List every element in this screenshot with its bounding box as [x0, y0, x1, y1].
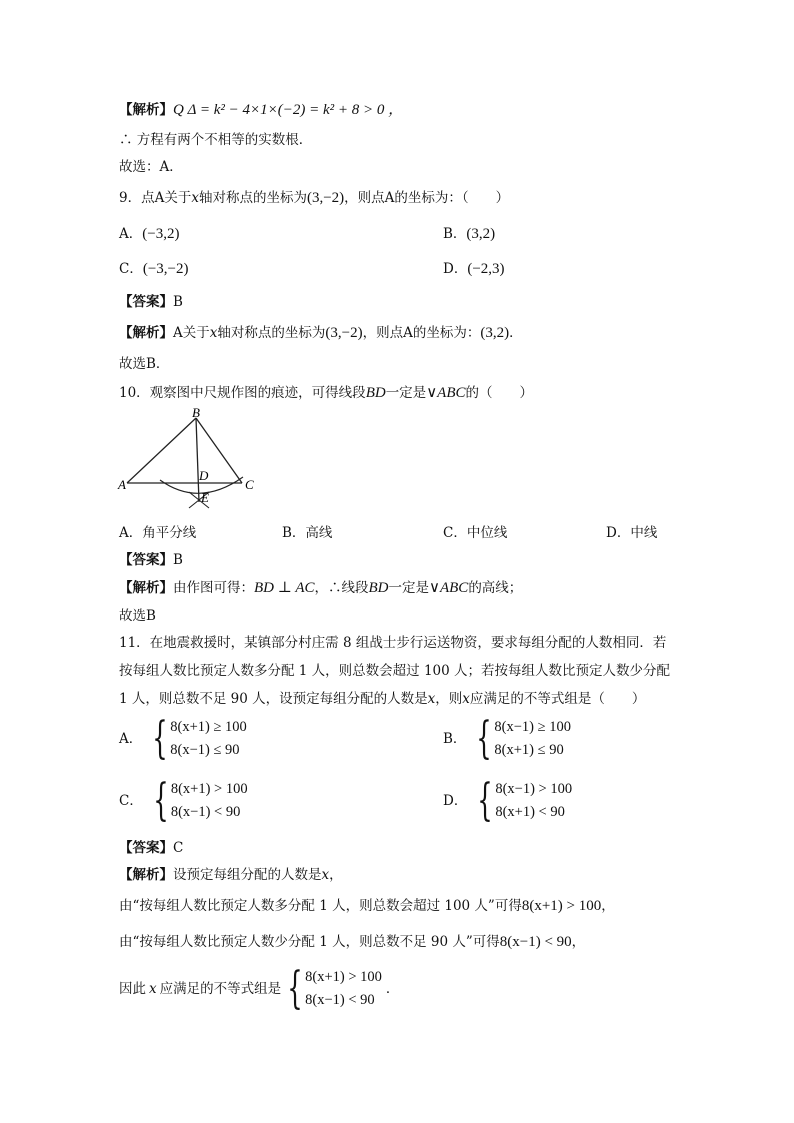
q8-conclusion: ∴ 方程有两个不相等的实数根．: [119, 132, 313, 148]
q11-option-b: B． { 8(x−1) ≥ 100 8(x+1) ≤ 90: [443, 713, 571, 764]
analysis-tag: 【解析】: [119, 102, 173, 118]
label-c: C: [245, 477, 254, 492]
q9-stem: [119, 188, 509, 208]
q9-answer: 【答案】B: [119, 294, 183, 310]
label-a: A: [118, 477, 126, 492]
q10-stem: 10．观察图中尺规作图的痕迹，可得线段BD一定是∨ABC的（ ）: [119, 385, 533, 401]
q10-choice: 故选B: [119, 608, 156, 624]
q11-option-d: D． { 8(x−1) > 100 8(x+1) < 90: [443, 775, 573, 826]
q11-stem-line2: 按每组人数比预定人数多分配 1 人，则总数会超过 100 人；若按每组人数比预定人数少分配: [119, 663, 671, 679]
q9-option-a: A．(−3,2): [119, 226, 180, 242]
q9-analysis: 【解析】A关于x轴对称点的坐标为(3,−2)，则点A的坐标为：(3,2)．: [119, 325, 523, 341]
q9-option-b: B．(3,2): [443, 226, 496, 242]
q9-option-d: D．(−2,3): [443, 261, 505, 277]
q10-option-a: A．角平分线: [119, 525, 197, 541]
q10-answer: 【答案】B: [119, 552, 183, 568]
q9-stem-mid: 轴对称点的坐标为: [198, 190, 307, 206]
q9-option-c: C．(−3,−2): [119, 261, 189, 277]
q10-option-d: D．中线: [606, 525, 658, 541]
q10-analysis: 【解析】由作图可得：BD ⊥ AC，∴线段BD一定是∨ABC的高线；: [119, 580, 523, 596]
q9-axis: x: [191, 190, 199, 206]
segment-be: [196, 418, 199, 502]
q8-formula: Q Δ = k² − 4×1×(−2) = k² + 8 > 0 ，: [173, 102, 404, 118]
q11-stem-line3: 1 人，则总数不足 90 人，设预定每组分配的人数是x，则x应满足的不等式组是（ ）: [119, 691, 646, 707]
q10-option-c: C．中位线: [443, 525, 508, 541]
label-b: B: [192, 405, 200, 420]
q11-option-a: A． { 8(x+1) ≥ 100 8(x−1) ≤ 90: [119, 713, 247, 764]
label-e: E: [201, 490, 209, 505]
q11-answer: 【答案】C: [119, 840, 184, 856]
q11-analysis-line2: 由“按每组人数比预定人数多分配 1 人，则总数会超过 100 人”可得8(x+1) > 100，: [119, 898, 615, 914]
q9-stem-suffix: ，则点A的坐标为：（ ）: [344, 190, 510, 206]
q9-stem-prefix: 9．点A关于: [119, 190, 192, 206]
label-d: D: [199, 468, 209, 483]
segment-ab: [127, 418, 196, 483]
q8-analysis-line: [119, 100, 403, 120]
q11-option-c: C． { 8(x+1) > 100 8(x−1) < 90: [119, 775, 248, 826]
q9-choice: 故选B．: [119, 356, 170, 372]
q10-figure: [115, 404, 265, 512]
q11-stem-line1: 11．在地震救援时，某镇部分村庄需 8 组战士步行运送物资，要求每组分配的人数相同．若: [119, 635, 667, 651]
q11-analysis-line3: 由“按每组人数比预定人数少分配 1 人，则总数不足 90 人”可得8(x−1) < 90，: [119, 934, 586, 950]
q9-point: (3,−2): [306, 190, 345, 206]
q10-option-b: B．高线: [282, 525, 333, 541]
q11-analysis-line4: 因此 x 应满足的不等式组是 { 8(x+1) > 100 8(x−1) < 90 ．: [119, 963, 400, 1014]
q8-choice: 故选：A．: [119, 159, 183, 175]
q11-analysis-line1: 【解析】设预定每组分配的人数是x，: [119, 867, 343, 883]
